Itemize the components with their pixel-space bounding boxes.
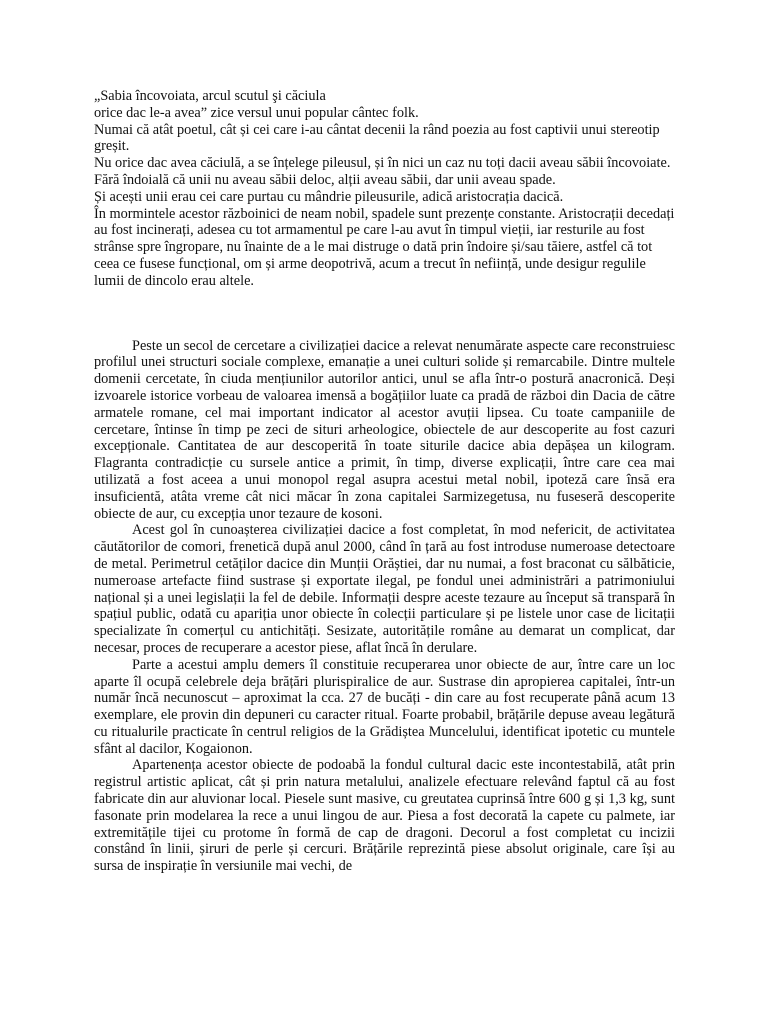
- intro-line: Nu orice dac avea căciulă, a se înțelege pileusul, și în nici un caz nu toți dacii aveau săbii încovoiate.: [94, 155, 671, 172]
- intro-line: Fără îndoială că unii nu aveau săbii deloc, alții aveau săbii, dar unii aveau spade.: [94, 171, 556, 188]
- document-page: [94, 88, 675, 875]
- body-paragraph: Acest gol în cunoașterea civilizației dacice a fost completat, în mod nefericit, de activitatea căutătorilor de comori, frenetică după anul 2000, când în țară au fost introduse numeroase detectoare de metal. Perimetrul cetăților dacice din Munții Orăștiei, dar nu numai, a fost braconat cu sălbăticie, numeroase artefacte fiind sustrase și exportate ilegal, pe fondul unei administrări a patrimoniului național și a unei legislații la fel de debile. Informații despre aceste tezaure au început să transpară în spațiul public, odată cu apariția unor obiecte în colecții particulare și pe listele unor case de licitații specializate în comerțul cu antichități. Sesizate, autoritățile române au demarat un complicat, dar necesar, proces de recuperare a acestor piese, aflat încă în derulare.: [94, 522, 675, 656]
- intro-line: În mormintele acestor războinici de neam nobil, spadele sunt prezențe constante. Aristocrații decedați au fost incinerați, adesea cu tot armamentul pe care l-au avut în timpul vieții, iar resturile au fost strânse spre îngropare, nu înainte de a le mai distruge o dată prin îndoire și/sau tăiere, astfel că tot ceea ce fusese funcțional, om și arme deopotrivă, acum a trecut în neființă, unde desigur regulile lumii de dincolo erau altele.: [94, 205, 675, 289]
- intro-section: [94, 88, 675, 290]
- intro-line: Numai că atât poetul, cât și cei care i-au cântat decenii la rând poezia au fost captivii unui stereotip greșit.: [94, 121, 660, 155]
- body-section: [94, 338, 675, 876]
- intro-line: „Sabia încovoiata, arcul scutul şi căciula: [94, 88, 326, 104]
- body-paragraph: Apartenența acestor obiecte de podoabă la fondul cultural dacic este incontestabilă, atât prin registrul artistic aplicat, cât și prin natura metalului, analizele efectuare relevând faptul că au fost fabricate din aur aluvionar local. Piesele sunt masive, cu greutatea cuprinsă între 600 g și 1,3 kg, sunt fasonate prin modelarea la rece a unui lingou de aur. Piesa a fost decorată la capete cu palmete, iar extremitățile tijei cu protome în formă de cap de dragoni. Decorul a fost completat cu incizii constând în linii, șiruri de perle și cercuri. Brățările reprezintă piese absolut originale, care își au sursa de inspirație în versiunile mai vechi, de: [94, 757, 675, 875]
- intro-line: Și acești unii erau cei care purtau cu mândrie pileusurile, adică aristocrația dacică.: [94, 188, 564, 205]
- body-paragraph: Parte a acestui amplu demers îl constituie recuperarea unor obiecte de aur, între care un loc aparte îl ocupă celebrele deja brățări plurispiralice de aur. Sustrase din apropierea capitalei, într-un număr încă necunoscut – aproximat la cca. 27 de bucăți - din care au fost recuperate până acum 13 exemplare, ele provin din depuneri cu caracter ritual. Foarte probabil, brățările depuse aveau legătură cu ritualurile practicate în centrul religios de la Grădiștea Muncelului, identificat ipotetic cu muntele sfânt al dacilor, Kogaionon.: [94, 656, 675, 757]
- body-paragraph: Peste un secol de cercetare a civilizației dacice a relevat nenumărate aspecte care reconstruiesc profilul unei structuri sociale complexe, emanație a unei culturi solide și remarcabile. Dintre multele domenii cercetate, în ciuda mențiunilor autorilor antici, unul se afla într-o postură anacronică. Deși izvoarele istorice vorbeau de valoarea imensă a bogățiilor luate ca pradă de război din Dacia de către armatele romane, cel mai important indicator al acestor avuții lipsea. Cu toate campaniile de cercetare, întinse în timp pe zeci de situri arheologice, obiectele de aur descoperite au fost cazuri excepționale. Cantitatea de aur descoperită în toate siturile dacice abia depășea un kilogram. Flagranta contradicție cu sursele antice a primit, în timp, diverse explicații, între care cea mai utilizată a fost aceea a unui monopol regal asupra acestui metal nobil, ipoteză care însă era insuficientă, atâta vreme cât nici măcar în zona capitalei Sarmizegetusa, nu fuseseră descoperite obiecte de aur, cu excepția unor tezaure de kosoni.: [94, 337, 675, 522]
- intro-line: orice dac le-a avea” zice versul unui popular cântec folk.: [94, 104, 419, 121]
